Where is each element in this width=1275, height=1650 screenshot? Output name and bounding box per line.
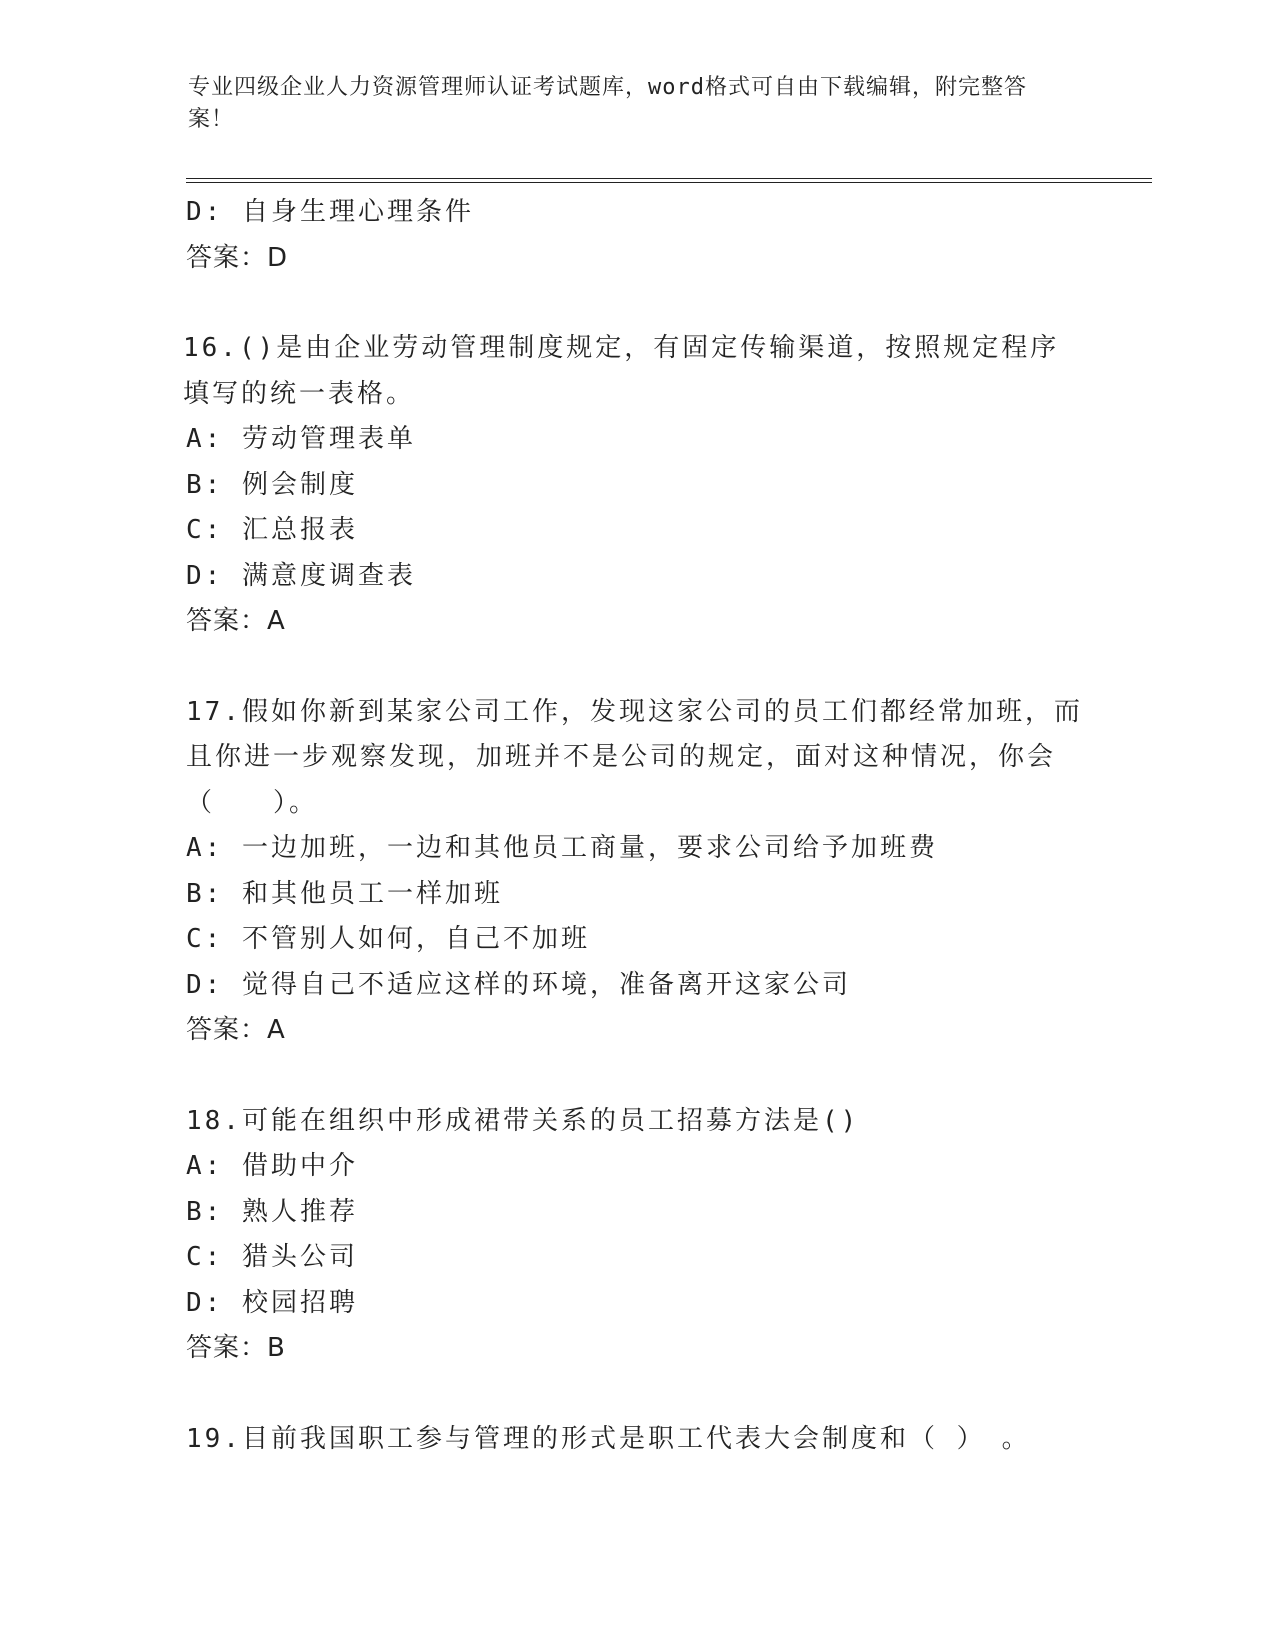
option-d: D: 满意度调查表 xyxy=(186,560,416,591)
answer: 答案：A xyxy=(186,1015,286,1045)
question-stem: 19.目前我国职工参与管理的形式是职工代表大会制度和（ ） 。 xyxy=(186,1423,1031,1454)
answer: 答案：B xyxy=(186,1333,286,1363)
question-list xyxy=(183,190,1086,1462)
option-d: D: 校园招聘 xyxy=(186,1287,358,1318)
question-stem: 17.假如你新到某家公司工作，发现这家公司的员工们都经常加班，而且你进一步观察发现，加班并不是公司的规定，面对这种情况，你会（ ）。 xyxy=(186,696,1083,818)
option-b: B: 例会制度 xyxy=(186,469,358,500)
option-c: C: 汇总报表 xyxy=(186,515,358,545)
option-a: A: 借助中介 xyxy=(186,1151,358,1181)
option-b: B: 和其他员工一样加班 xyxy=(186,878,503,909)
option-c: C: 猎头公司 xyxy=(186,1242,358,1272)
question-19 xyxy=(186,1417,1086,1463)
option-d: D: 自身生理心理条件 xyxy=(186,197,474,227)
page-header: 专业四级企业人力资源管理师认证考试题库，word格式可自由下载编辑，附完整答案！ xyxy=(188,75,1027,132)
option-a: A: 一边加班，一边和其他员工商量，要求公司给予加班费 xyxy=(186,833,938,863)
answer: 答案：D xyxy=(186,242,289,273)
option-c: C: 不管别人如何，自己不加班 xyxy=(186,924,590,954)
question-stem: 16.()是由企业劳动管理制度规定，有固定传输渠道，按照规定程序填写的统一表格。 xyxy=(183,333,1060,409)
question-stem: 18.可能在组织中形成裙带关系的员工招募方法是() xyxy=(186,1105,860,1136)
option-a: A: 劳动管理表单 xyxy=(186,424,416,454)
option-d: D: 觉得自己不适应这样的环境，准备离开这家公司 xyxy=(186,969,851,1000)
question-16 xyxy=(183,326,1086,645)
header-divider xyxy=(186,178,1152,183)
question-18 xyxy=(186,1099,1086,1372)
question-17 xyxy=(186,690,1086,1054)
option-b: B: 熟人推荐 xyxy=(186,1196,358,1227)
answer: 答案：A xyxy=(186,606,286,636)
